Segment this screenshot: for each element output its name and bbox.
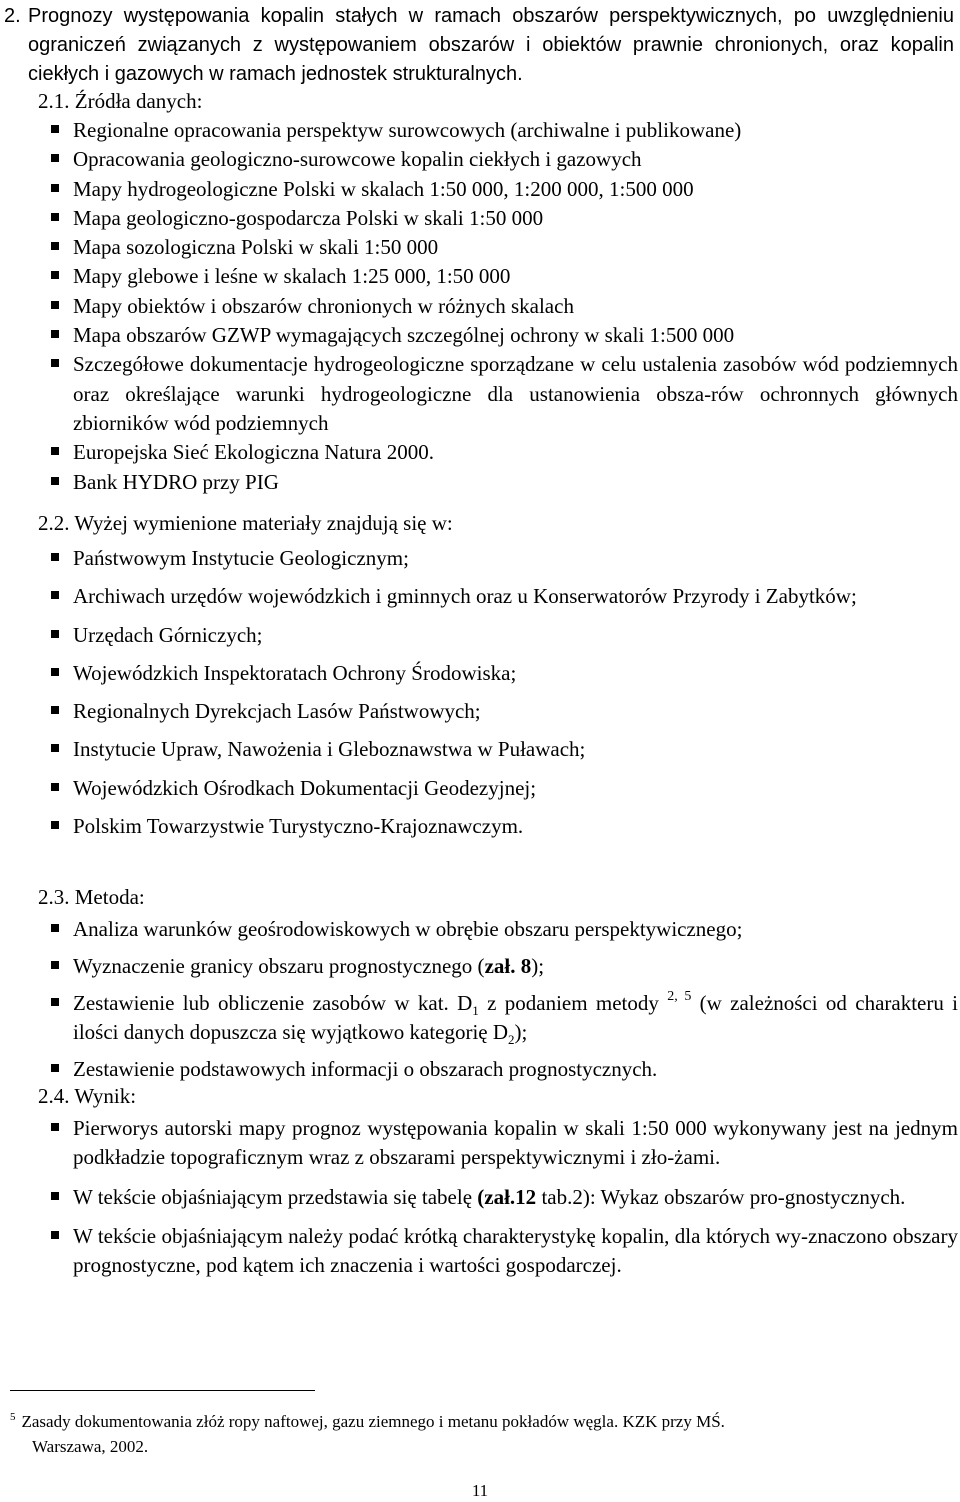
locations-list-item: Wojewódzkich Inspektoratach Ochrony Środowiska;	[50, 659, 958, 688]
bullet-icon	[51, 924, 59, 932]
bullet-icon	[51, 330, 59, 338]
bullet-icon	[51, 1064, 59, 1072]
result-item: W tekście objaśniającym przedstawia się tabelę (zał.12 tab.2): Wykaz obszarów pro-gnostycznych.	[50, 1183, 958, 1212]
bullet-icon	[51, 1231, 59, 1239]
footnote-number: 5	[10, 1411, 16, 1423]
subheading-locations: 2.2. Wyżej wymienione materiały znajdują się w:	[38, 511, 453, 535]
subheading-result: 2.4. Wynik:	[38, 1084, 137, 1108]
bullet-icon	[51, 706, 59, 714]
sources-list	[50, 116, 958, 497]
subheading-method: 2.3. Metoda:	[38, 885, 145, 909]
sources-list-item: Mapa sozologiczna Polski w skali 1:50 000	[50, 233, 958, 262]
bullet-icon	[51, 1123, 59, 1131]
locations-list-item: Polskim Towarzystwie Turystyczno-Krajoznawczym.	[50, 812, 958, 841]
bullet-icon	[51, 301, 59, 309]
locations-list	[50, 544, 958, 850]
locations-list-item: Regionalnych Dyrekcjach Lasów Państwowych;	[50, 697, 958, 726]
locations-list-item: Wojewódzkich Ośrodkach Dokumentacji Geodezyjnej;	[50, 774, 958, 803]
bullet-icon	[51, 242, 59, 250]
footnote-line-1: $^5$ Zasady dokumentowania złóż ropy naftowej, gazu ziemnego i metanu pokładów węgla. KZK przy MŚ.	[10, 1411, 725, 1431]
sources-list-item: Regionalne opracowania perspektyw surowcowych (archiwalne i publikowane)	[50, 116, 958, 145]
locations-list-item: Urzędach Górniczych;	[50, 621, 958, 650]
sources-list-item: Mapy glebowe i leśne w skalach 1:25 000, 1:50 000	[50, 262, 958, 291]
bullet-icon	[51, 961, 59, 969]
bullet-icon	[51, 783, 59, 791]
result-list	[50, 1114, 958, 1290]
bullet-icon	[51, 125, 59, 133]
section-number: 2.	[4, 5, 21, 27]
sources-list-item: Mapy obiektów i obszarów chronionych w różnych skalach	[50, 292, 958, 321]
sources-list-item: Bank HYDRO przy PIG	[50, 468, 958, 497]
bullet-icon	[51, 154, 59, 162]
method-item: Wyznaczenie granicy obszaru prognostycznego (zał. 8);	[50, 952, 958, 981]
sources-list-item: Mapa obszarów GZWP wymagających szczególnej ochrony w skali 1:500 000	[50, 321, 958, 350]
bullet-icon	[51, 447, 59, 455]
method-list	[50, 915, 958, 1091]
bullet-icon	[51, 630, 59, 638]
page-number: 11	[471, 1481, 489, 1500]
subheading-sources: 2.1. Źródła danych:	[38, 89, 203, 113]
bullet-icon	[51, 359, 59, 367]
sources-list-item: Mapa geologiczno-gospodarcza Polski w skali 1:50 000	[50, 204, 958, 233]
section-heading	[4, 2, 954, 89]
sources-list-item: Szczegółowe dokumentacje hydrogeologiczne sporządzane w celu ustalenia zasobów wód podziemnych oraz określające warunki hydrogeologiczne dla ustanowienia obsza-rów ochronnych głównych zbiorników wód podziemnych	[50, 350, 958, 438]
method-item: Analiza warunków geośrodowiskowych w obrębie obszaru perspektywicznego;	[50, 915, 958, 944]
method-item: Zestawienie podstawowych informacji o obszarach prognostycznych.	[50, 1055, 958, 1084]
bullet-icon	[51, 1192, 59, 1200]
section-title: Prognozy występowania kopalin stałych w ramach obszarów perspektywicznych, po uwzględnieniu ograniczeń związanych z występowaniem obszarów i obiektów prawnie chronionych, oraz kopalin ciekłych i gazowych w ramach jednostek strukturalnych.	[28, 5, 954, 85]
bullet-icon	[51, 184, 59, 192]
bullet-icon	[51, 553, 59, 561]
footnote-separator	[10, 1390, 315, 1391]
bullet-icon	[51, 591, 59, 599]
sources-list-item: Opracowania geologiczno-surowcowe kopalin ciekłych i gazowych	[50, 145, 958, 174]
sources-list-item: Mapy hydrogeologiczne Polski w skalach 1:50 000, 1:200 000, 1:500 000	[50, 175, 958, 204]
bullet-icon	[51, 668, 59, 676]
bullet-icon	[51, 744, 59, 752]
bullet-icon	[51, 271, 59, 279]
bullet-icon	[51, 821, 59, 829]
footnote	[10, 1405, 950, 1459]
sources-list-item: Europejska Sieć Ekologiczna Natura 2000.	[50, 438, 958, 467]
locations-list-item: Archiwach urzędów wojewódzkich i gminnych oraz u Konserwatorów Przyrody i Zabytków;	[50, 582, 958, 611]
bullet-icon	[51, 998, 59, 1006]
method-item: Zestawienie lub obliczenie zasobów w kat. $D_1$ z podaniem metody $^{2, 5}$ (w zależności od charakteru i ilości danych dopuszcza się wyjątkowo kategorię $D_2$);	[50, 989, 958, 1048]
bullet-icon	[51, 477, 59, 485]
result-item: W tekście objaśniającym należy podać krótką charakterystykę kopalin, dla których wy-znaczono obszary prognostyczne, pod kątem ich znaczenia i wartości gospodarczej.	[50, 1222, 958, 1281]
locations-list-item: Instytucie Upraw, Nawożenia i Gleboznawstwa w Puławach;	[50, 735, 958, 764]
result-item: Pierworys autorski mapy prognoz występowania kopalin w skali 1:50 000 wykonywany jest na jednym podkładzie topograficznym wraz z obszarami perspektywicznymi i zło-żami.	[50, 1114, 958, 1173]
bullet-icon	[51, 213, 59, 221]
footnote-line-2: Warszawa, 2002.	[32, 1437, 149, 1456]
locations-list-item: Państwowym Instytucie Geologicznym;	[50, 544, 958, 573]
